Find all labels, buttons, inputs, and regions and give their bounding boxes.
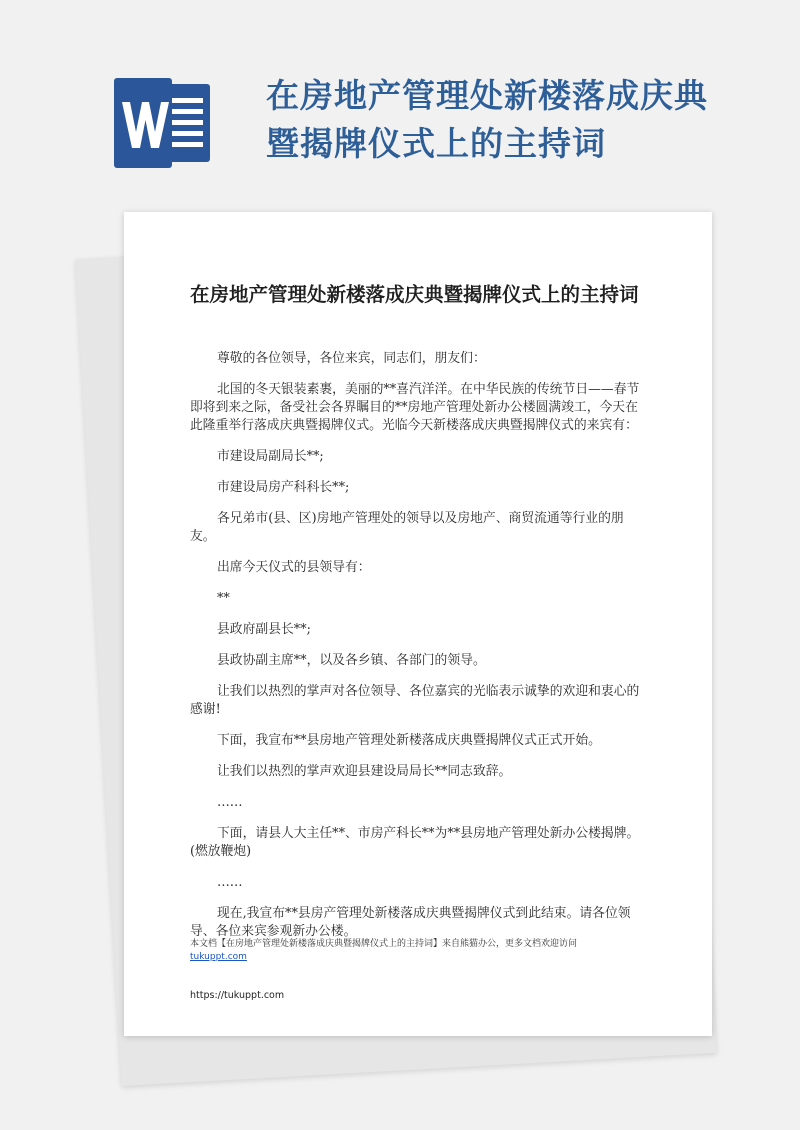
header-title	[266, 72, 766, 168]
word-icon	[112, 78, 212, 168]
paragraph: 市建设局房产科科长**;	[217, 480, 350, 495]
header-title-line-1: 在房地产管理处新楼落成庆典	[266, 76, 708, 115]
document-title: 在房地产管理处新楼落成庆典暨揭牌仪式上的主持词	[190, 283, 639, 306]
paragraph: 让我们以热烈的掌声欢迎县建设局局长**同志致辞。	[217, 764, 512, 779]
header-title-line-2: 暨揭牌仪式上的主持词	[266, 124, 606, 163]
paragraph: 下面，我宣布**县房地产管理处新楼落成庆典暨揭牌仪式正式开始。	[217, 733, 601, 748]
paragraph: 尊敬的各位领导，各位来宾，同志们，朋友们：	[217, 351, 486, 366]
paragraph: 各兄弟市(县、区)房地产管理处的领导以及房地产、商贸流通等行业的朋友。	[190, 511, 624, 544]
paragraph: 县政府副县长**;	[217, 622, 311, 637]
paragraph: ……	[217, 795, 243, 810]
paragraph: 现在,我宣布**县房产管理处新楼落成庆典暨揭牌仪式到此结束。请各位领导、各位来宾参观新办公楼。	[190, 906, 631, 939]
paragraph: **	[217, 591, 230, 606]
footer-url[interactable]: https://tukuppt.com	[190, 990, 285, 1001]
footer-note-text: 本文档【在房地产管理处新楼落成庆典暨揭牌仪式上的主持词】来自熊猫办公，更多文档欢迎访问	[190, 939, 578, 949]
paragraph: ……	[217, 875, 243, 890]
paragraph: 北国的冬天银装素裹，美丽的**喜汽洋洋。在中华民族的传统节日——春节即将到来之际，备受社会各界瞩目的**房地产管理处新办公楼圆满竣工，今天在此隆重举行落成庆典暨揭牌仪式。光临今天新楼落成庆典暨揭牌仪式的来宾有：	[190, 382, 640, 433]
paragraph: 市建设局副局长**;	[217, 449, 324, 464]
paragraph: 让我们以热烈的掌声对各位领导、各位嘉宾的光临表示诚挚的欢迎和衷心的感谢!	[190, 684, 640, 717]
paragraph: 出席今天仪式的县领导有：	[217, 560, 371, 575]
footer-link[interactable]: tukuppt.com	[190, 952, 247, 962]
document-body	[190, 350, 648, 954]
footer-note	[190, 938, 660, 964]
paragraph: 县政协副主席**，以及各乡镇、各部门的领导。	[217, 653, 486, 668]
document-page	[124, 212, 712, 1036]
paragraph: 下面，请县人大主任**、市房产科长**为**县房地产管理处新办公楼揭牌。(燃放鞭炮)	[190, 826, 640, 859]
